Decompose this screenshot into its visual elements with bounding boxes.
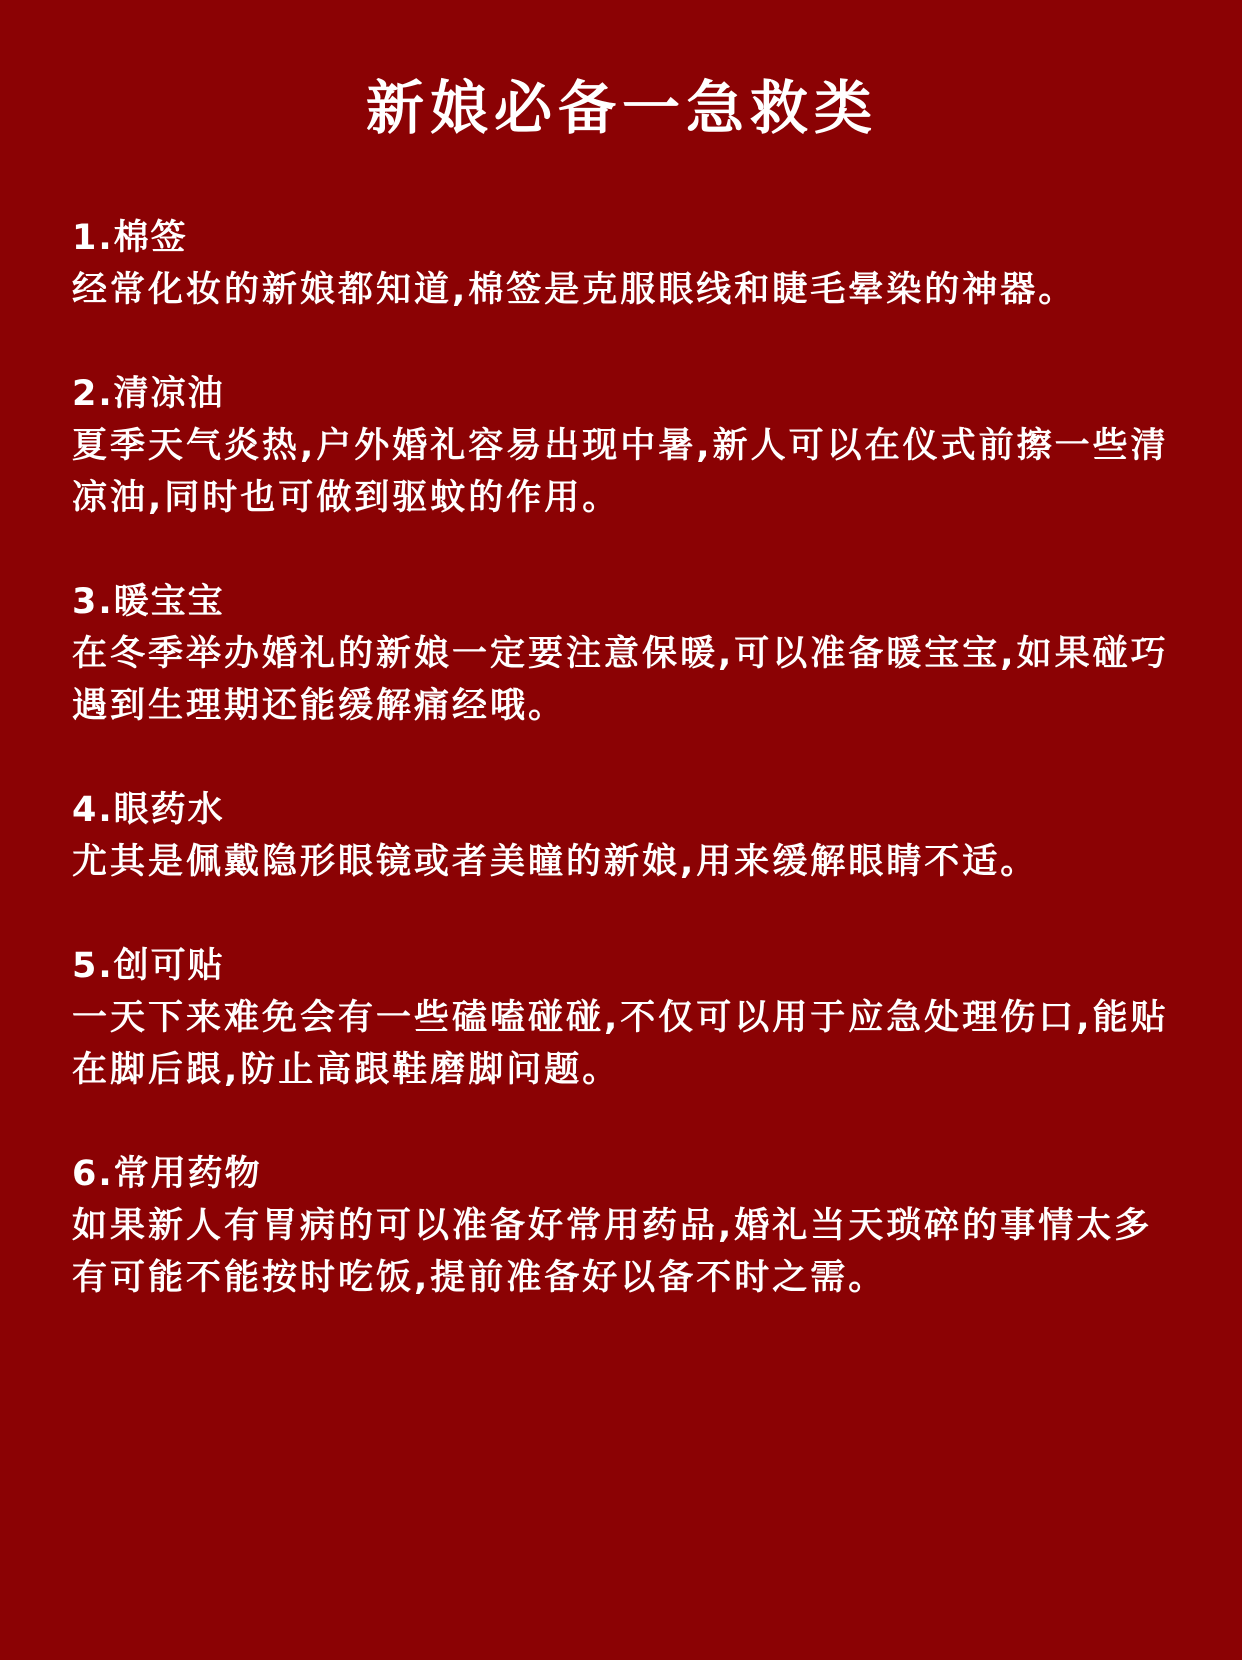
list-item — [72, 1148, 1172, 1304]
item-heading: 5.创可贴 — [72, 946, 225, 986]
item-heading: 3.暖宝宝 — [72, 582, 225, 622]
item-body: 尤其是佩戴隐形眼镜或者美瞳的新娘,用来缓解眼睛不适。 — [72, 842, 1039, 882]
list-item — [72, 368, 1172, 524]
item-body: 如果新人有胃病的可以准备好常用药品,婚礼当天琐碎的事情太多有可能不能按时吃饭,提前准备好以备不时之需。 — [72, 1206, 1153, 1298]
item-body: 经常化妆的新娘都知道,棉签是克服眼线和睫毛晕染的神器。 — [72, 270, 1077, 310]
item-heading: 4.眼药水 — [72, 790, 225, 830]
item-body: 在冬季举办婚礼的新娘一定要注意保暖,可以准备暖宝宝,如果碰巧遇到生理期还能缓解痛经哦。 — [72, 634, 1169, 726]
list-item — [72, 940, 1172, 1096]
item-heading: 2.清凉油 — [72, 374, 225, 414]
list-item — [72, 576, 1172, 732]
item-body: 夏季天气炎热,户外婚礼容易出现中暑,新人可以在仪式前擦一些清凉油,同时也可做到驱蚊的作用。 — [72, 426, 1169, 518]
item-heading: 6.常用药物 — [72, 1154, 262, 1194]
list-item — [72, 784, 1172, 888]
list-item — [72, 212, 1172, 316]
item-heading: 1.棉签 — [72, 218, 188, 258]
item-body: 一天下来难免会有一些磕嗑碰碰,不仅可以用于应急处理伤口,能贴在脚后跟,防止高跟鞋磨脚问题。 — [72, 998, 1169, 1090]
page-title: 新娘必备一急救类 — [365, 74, 878, 142]
